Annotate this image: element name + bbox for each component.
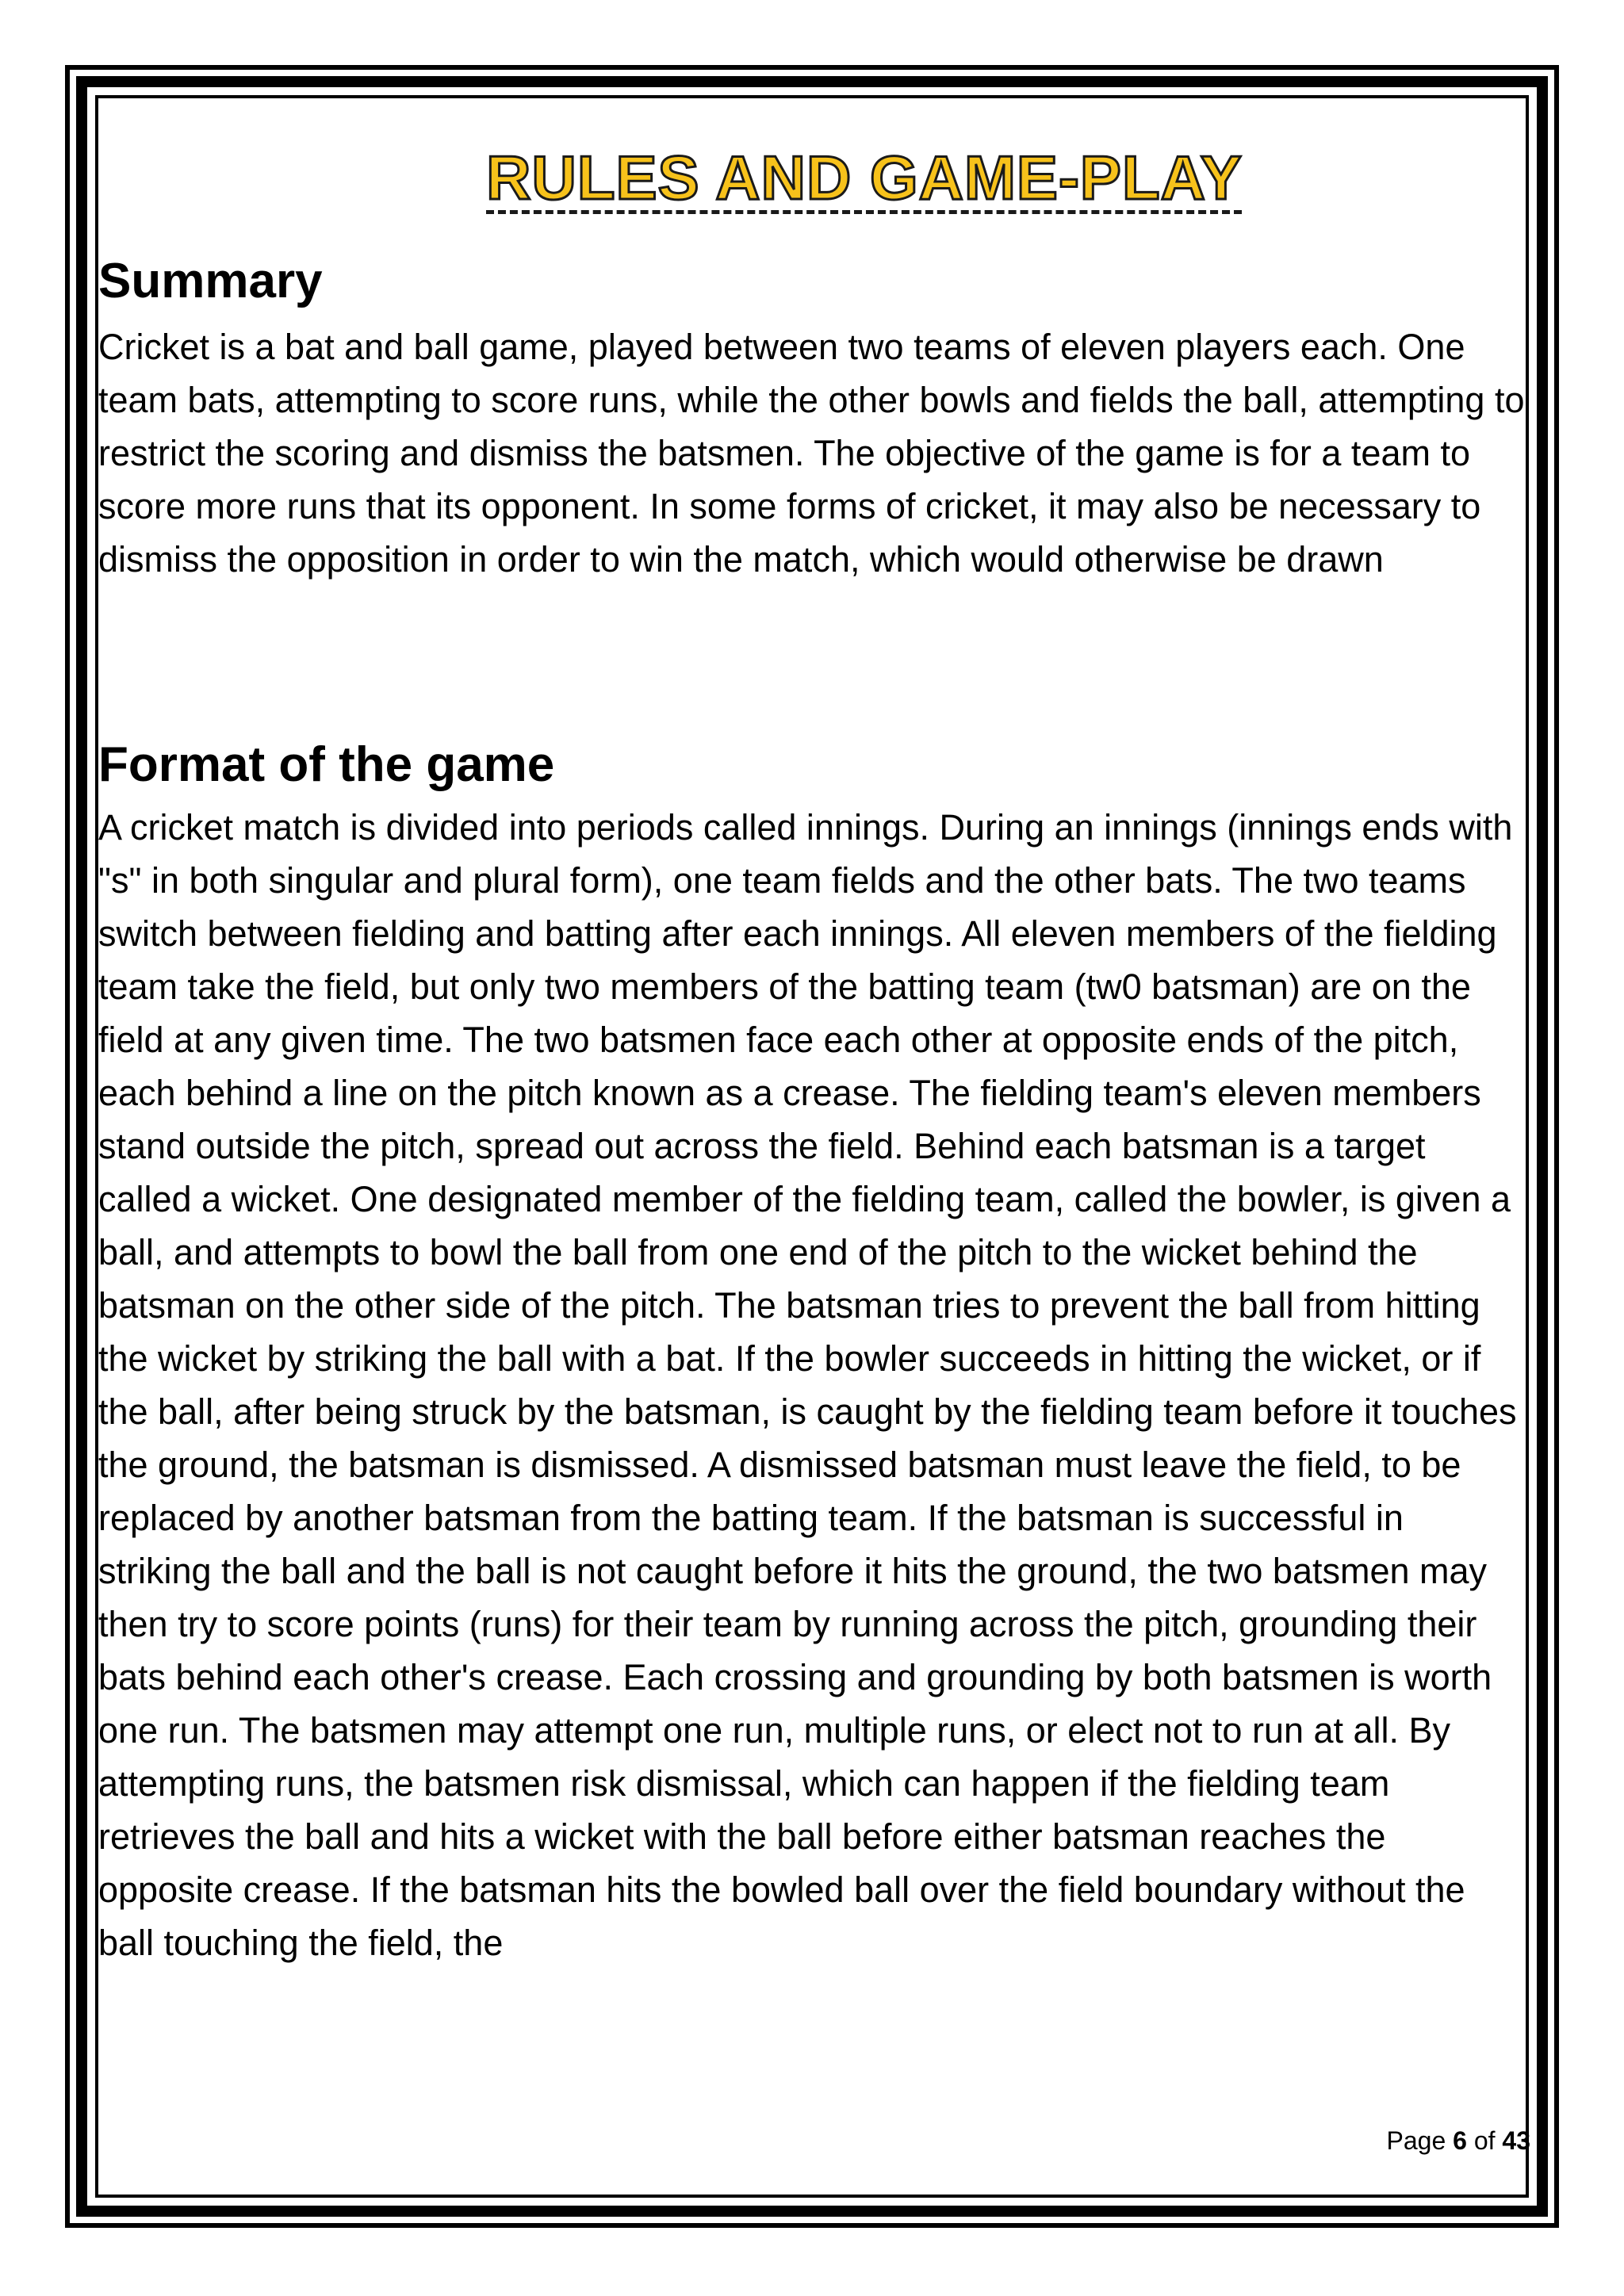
page-title: RULES AND GAME-PLAY: [486, 143, 1243, 213]
section-body-format: A cricket match is divided into periods called innings. During an innings (innings ends with "s" in both singular and plural form), one team fields and the other bats. The two teams switch between fielding and batting after each innings. All eleven members of the fielding team take the field, but only two members of the batting team (tw0 batsman) are on the field at any given time. The two batsmen face each other at opposite ends of the pitch, each behind a line on the pitch known as a crease. The fielding team's eleven members stand outside the pitch, spread out across the field. Behind each batsman is a target called a wicket. One designated member of the fielding team, called the bowler, is given a ball, and attempts to bowl the ball from one end of the pitch to the wicket behind the batsman on the other side of the pitch. The batsman tries to prevent the ball from hitting the wicket by striking the ball with a bat. If the bowler succeeds in hitting the wicket, or if the ball, after being struck by the batsman, is caught by the fielding team before it touches the ground, the batsman is dismissed. A dismissed batsman must leave the field, to be replaced by another batsman from the batting team. If the batsman is successful in striking the ball and the ball is not caught before it hits the ground, the two batsmen may then try to score points (runs) for their team by running across the pitch, grounding their bats behind each other's crease. Each crossing and grounding by both batsmen is worth one run. The batsmen may attempt one run, multiple runs, or elect not to run at all. By attempting runs, the batsmen risk dismissal, which can happen if the fielding team retrieves the ball and hits a wicket with the ball before either batsman reaches the opposite crease. If the batsman hits the bowled ball over the field boundary without the ball touching the field, the: [98, 807, 1517, 1963]
section-heading-format: Format of the game: [98, 737, 555, 792]
page-number-current: 6: [1453, 2126, 1467, 2155]
section-body-summary: Cricket is a bat and ball game, played between two teams of eleven players each. One team bats, attempting to score runs, while the other bowls and fields the ball, attempting to restrict the scoring and dismiss the batsmen. The objective of the game is for a team to score more runs that its opponent. In some forms of cricket, it may also be necessary to dismiss the opposition in order to win the match, which would otherwise be drawn: [98, 327, 1525, 580]
page-number: [1387, 2126, 1530, 2156]
page-number-separator: of: [1473, 2126, 1496, 2155]
section-heading-summary: Summary: [98, 254, 323, 308]
page-number-prefix: Page: [1386, 2126, 1446, 2155]
page-number-total: 43: [1502, 2126, 1530, 2155]
